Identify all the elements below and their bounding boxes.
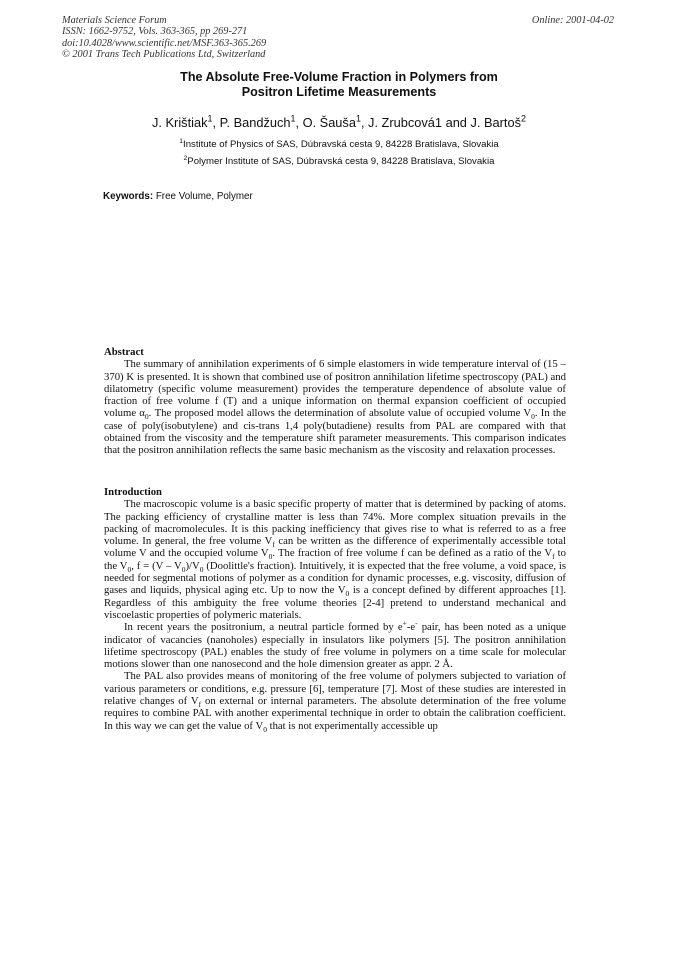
affiliation-1 [60,139,618,151]
publication-header [62,15,266,60]
introduction-paragraph-2: In recent years the positronium, a neutral particle formed by e+-e- pair, has been noted as a unique indicator of vacancies (nanoholes) especially in insulators like polymers [5]. The positron annihilation lifetime spectroscopy (PAL) enables the study of free volume in polymers on a time scale for molecular motions slower than one nanosecond and the hole dimension greater as appr. 2 Å. [104,618,566,671]
abstract-heading: Abstract [104,346,144,358]
introduction-paragraph-1: The macroscopic volume is a basic specific property of matter that is determined by packing of atoms. The packing efficiency of crystalline matter is less than 74%. More complex situation prevails in the packing of macromolecules. It is this packing inefficiency that gives rise to what is referred to as a free volume. In general, the free volume $V_f$ can be written as the difference of experimentally accessible total volume V and the occupied volume $V_0$. The fraction of free volume f can be defined as a ratio of the $V_f$ to the $V_0$, $f = (V - V_0)/V_0$ (Doolittle's fraction). Intuitively, it is expected that the free volume, a void space, is needed for segmental motions of polymer as a condition for dynamic processes, e.g. viscosity, diffusion of gases and liquids, physical aging etc. Up to now the $V_0$ is a concept defined by different approaches [1]. Regardless of this ambiguity the free volume theories [2-4] pretend to understand mechanical and viscoelastic properties of polymeric materials. [104,498,567,621]
copyright-line: © 2001 Trans Tech Publications Ltd, Switzerland [62,48,266,60]
title-line-2: Positron Lifetime Measurements [241,85,437,99]
issn-line: ISSN: 1662-9752, Vols. 363-365, pp 269-271 [62,26,248,38]
keywords-label: Keywords: [103,191,154,202]
doi-line: doi:10.4028/www.scientific.net/MSF.363-365.269 [62,37,267,49]
introduction-section [104,486,566,732]
paper-title [60,70,618,100]
affiliation-2 [60,156,618,168]
keywords-text: Free Volume, Polymer [155,191,253,202]
introduction-heading: Introduction [104,486,163,498]
title-line-1: The Absolute Free-Volume Fraction in Polymers from [180,70,498,84]
authors: J. Krištiak$^1$, P. Bandžuch$^1$, O. Šauša$^1$, J. Zrubcová1 and J. Bartoš$^2$ [152,113,526,130]
introduction-paragraph-3: The PAL also provides means of monitoring of the free volume of polymers subjected to variation of various parameters or conditions, e.g. pressure [6], temperature [7]. Most of these studies are interested in relative changes of $V_f$ on external or internal parameters. The absolute determination of the free volume requires to combine PAL with another experimental technique in order to obtain the calibration coefficient. In this way we can get the value of $V_0$ that is not experimentally accessible up [104,670,567,734]
abstract-section [104,346,566,457]
keywords [103,191,253,203]
online-date: Online: 2001-04-02 [531,15,614,26]
journal-name: Materials Science Forum [62,15,167,26]
abstract-text: The summary of annihilation experiments of 6 simple elastomers in wide temperature interval of (15 – 370) K is presented. It is shown that combined use of positron annihilation lifetime spectroscopy (PAL) and dilatometry (specific volume measurement) provides the temperature dependence of absolute value of fraction of free volume f (T) and a unique information on thermal expansion coefficient of occupied volume $\alpha_0$. The proposed model allows the determination of absolute value of occupied volume $V_0$. In the case of poly(isobutylene) and cis-trans 1,4 poly(butadiene) results from PAL are compared with that obtained from the viscosity and the temperature shift parameter measurements. This comparison indicates that the positron annihilation reflects the same basic mechanism as the viscosity and relaxation processes. [104,358,566,457]
affiliation-2-text: $^2$Polymer Institute of SAS, Dúbravská cesta 9, 84228 Bratislava, Slovakia [183,154,495,167]
author-list [60,115,618,131]
affiliation-1-text: $^1$Institute of Physics of SAS, Dúbravská cesta 9, 84228 Bratislava, Slovakia [179,137,499,150]
